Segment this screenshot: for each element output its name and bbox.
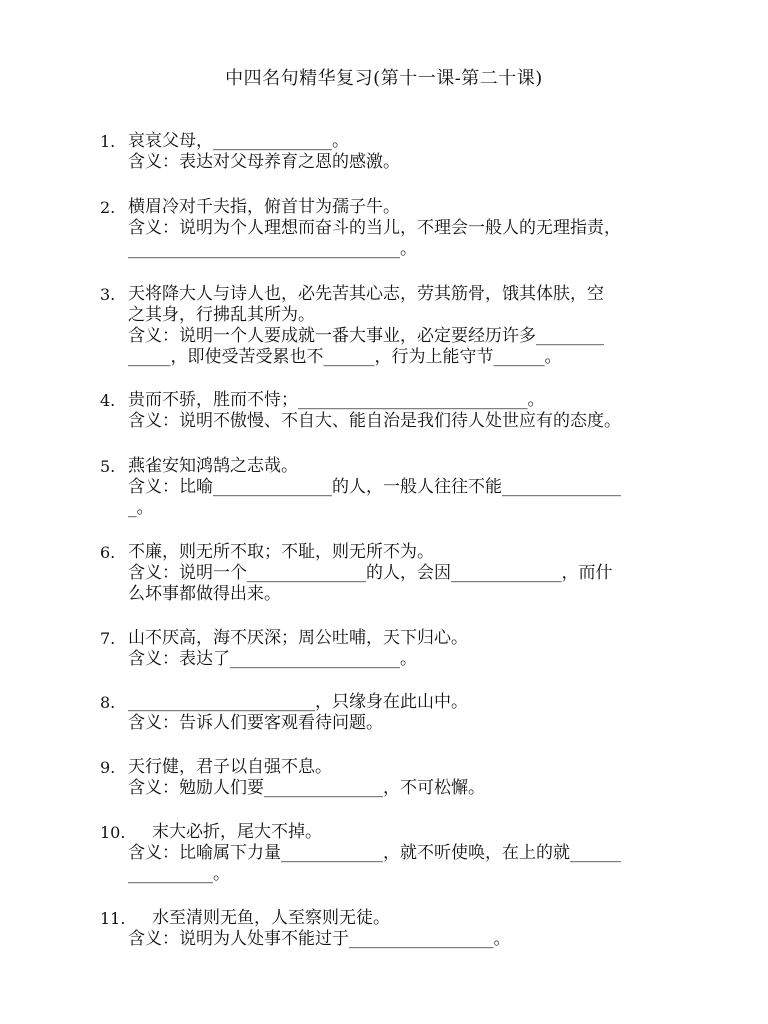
meaning-line: __________。	[128, 864, 230, 884]
meaning-line: 含义：说明不傲慢、不自大、能自治是我们待人处世应有的态度。	[128, 411, 621, 431]
question-line: 天行健，君子以自强不息。	[128, 757, 332, 777]
question-number: 5.	[100, 457, 116, 476]
meaning-line: 含义：表达对父母养育之恩的感激。	[128, 152, 400, 172]
question-number: 8.	[100, 693, 116, 712]
question-line: ______________________，只缘身在此山中。	[128, 692, 468, 712]
question-number: 9.	[100, 758, 116, 777]
page-title: 中四名句精华复习(第十一课-第二十课)	[225, 68, 543, 89]
question-line: 燕雀安知鸿鹄之志哉。	[128, 456, 298, 476]
question-number: 7.	[100, 629, 116, 648]
question-number: 4.	[100, 391, 116, 410]
question-number: 2.	[100, 198, 116, 217]
meaning-line: 么坏事都做得出来。	[128, 584, 281, 604]
meaning-line: 含义：比喻属下力量____________，就不听使唤，在上的就______	[128, 843, 621, 863]
question-number: 11.	[100, 909, 126, 928]
meaning-line: _____，即使受苦受累也不______，行为上能守节______。	[128, 347, 562, 367]
question-line: 山不厌高，海不厌深；周公吐哺，天下归心。	[128, 628, 468, 648]
question-number: 3.	[100, 285, 116, 304]
meaning-line: 含义：说明为人处事不能过于_________________。	[128, 929, 511, 949]
question-number: 1.	[100, 132, 116, 151]
question-line: 哀哀父母，______________。	[128, 131, 349, 151]
question-number: 6.	[100, 543, 116, 562]
meaning-line: 含义：说明一个______________的人，会因_____________，而什	[128, 563, 613, 583]
question-line: 之其身，行拂乱其所为。	[128, 305, 315, 325]
meaning-line: 含义：勉励人们要______________，不可松懈。	[128, 778, 485, 798]
meaning-line: 含义：比喻______________的人，一般人往往不能______________	[128, 477, 621, 497]
question-line: 天将降大人与诗人也，必先苦其心志，劳其筋骨，饿其体肤，空	[128, 284, 604, 304]
meaning-line: 含义：告诉人们要客观看待问题。	[128, 713, 383, 733]
question-line: 横眉冷对千夫指，俯首甘为孺子牛。	[128, 197, 400, 217]
meaning-line: _。	[128, 498, 154, 518]
meaning-line: ________________________________。	[128, 239, 417, 259]
meaning-line: 含义：说明一个人要成就一番大事业，必定要经历许多________	[128, 326, 604, 346]
question-line: 水至清则无鱼，人至察则无徒。	[152, 908, 390, 928]
question-number: 10.	[100, 823, 126, 842]
question-line: 末大必折，尾大不掉。	[152, 822, 322, 842]
question-line: 不廉，则无所不取；不耻，则无所不为。	[128, 542, 434, 562]
meaning-line: 含义：表达了____________________。	[128, 649, 417, 669]
question-line: 贵而不骄，胜而不恃；___________________________。	[128, 390, 545, 410]
meaning-line: 含义：说明为个人理想而奋斗的当儿，不理会一般人的无理指责，	[128, 218, 621, 238]
